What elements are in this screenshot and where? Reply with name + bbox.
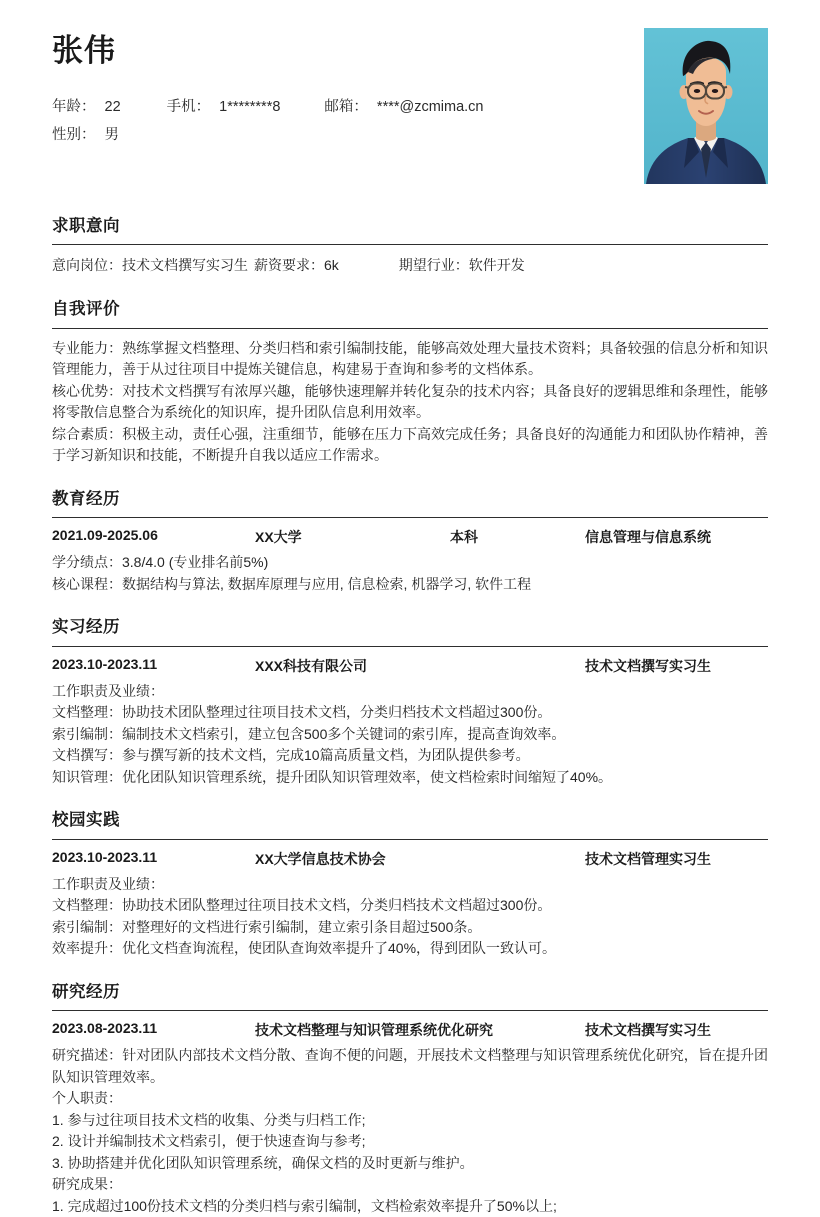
intent-industry-value: 软件开发 <box>468 257 525 274</box>
education-detail: 学分绩点：3.8/4.0 (专业排名前5%) <box>52 554 269 571</box>
section-internship <box>52 617 768 788</box>
candidate-name: 张伟 <box>52 33 116 68</box>
campus-duty: 效率提升：优化文档查询流程，使团队查询效率提升了40%，得到团队一致认可。 <box>52 940 557 957</box>
phone-label: 手机： <box>166 99 211 116</box>
education-detail: 核心课程：数据结构与算法, 数据库原理与应用, 信息检索, 机器学习, 软件工程 <box>52 575 532 592</box>
section-research <box>52 982 768 1217</box>
email-label: 邮箱： <box>324 99 368 116</box>
internship-duty: 索引编制：编制技术文档索引，建立包含500多个关键词的索引库，提高查询效率。 <box>52 725 566 742</box>
internship-duty: 文档整理：协助技术团队整理过往项目技术文档，分类归档技术文档超过300份。 <box>52 704 552 721</box>
campus-organization: XX大学信息技术协会 <box>255 850 386 867</box>
research-entry-header <box>52 1020 768 1042</box>
job-intent-row <box>52 254 768 277</box>
campus-date: 2023.10-2023.11 <box>52 848 158 865</box>
section-title-job-intent: 求职意向 <box>52 217 120 235</box>
section-divider <box>52 646 768 647</box>
internship-duty: 知识管理：优化团队知识管理系统，提升团队知识管理效率，使文档检索时间缩短了40%。 <box>52 768 613 785</box>
section-divider <box>52 839 768 840</box>
internship-date: 2023.10-2023.11 <box>52 655 158 672</box>
internship-role: 技术文档撰写实习生 <box>585 657 711 674</box>
email-field <box>324 94 483 120</box>
section-self-evaluation <box>52 299 768 466</box>
section-title-education: 教育经历 <box>52 489 120 508</box>
internship-duties-label: 工作职责及业绩： <box>52 682 164 699</box>
education-degree: 本科 <box>450 529 478 546</box>
resume-header <box>52 0 768 194</box>
email-value: ****@zcmima.cn <box>376 99 484 116</box>
education-major: 信息管理与信息系统 <box>585 529 711 546</box>
section-title-internship: 实习经历 <box>52 618 120 637</box>
research-responsibility: 3. 协助搭建并优化团队知识管理系统，确保文档的及时更新与维护。 <box>52 1154 474 1171</box>
campus-duties-label: 工作职责及业绩： <box>52 875 164 892</box>
campus-duty: 索引编制：对整理好的文档进行索引编制，建立索引条目超过500条。 <box>52 918 482 935</box>
internship-company: XXX科技有限公司 <box>255 657 368 674</box>
phone-field <box>167 94 281 120</box>
research-responsibility: 1. 参与过往项目技术文档的收集、分类与归档工作; <box>52 1111 366 1128</box>
education-date: 2021.09-2025.06 <box>52 527 158 544</box>
section-title-self-evaluation: 自我评价 <box>52 300 120 319</box>
gender-field <box>52 122 119 148</box>
intent-salary-label: 薪资要求： <box>254 257 324 274</box>
intent-industry-label: 期望行业： <box>398 257 469 274</box>
research-result: 1. 完成超过100份技术文档的分类归档与索引编制，文档检索效率提升了50%以上; <box>52 1197 557 1214</box>
education-school: XX大学 <box>255 529 302 546</box>
phone-value: 1********8 <box>219 99 281 116</box>
research-responsibility: 2. 设计并编制技术文档索引，便于快速查询与参考; <box>52 1133 366 1150</box>
research-project: 技术文档整理与知识管理系统优化研究 <box>255 1022 493 1039</box>
research-description: 研究描述：针对团队内部技术文档分散、查询不便的问题，开展技术文档整理与知识管理系统优化研究，旨在提升团队知识管理效率。 <box>52 1047 768 1085</box>
age-value: 22 <box>104 99 121 116</box>
section-job-intent <box>52 216 768 277</box>
internship-entry-header <box>52 656 768 678</box>
campus-entry-header <box>52 849 768 871</box>
section-divider <box>52 1010 768 1011</box>
self-eval-paragraph: 专业能力：熟练掌握文档整理、分类归档和索引编制技能，能够高效处理大量技术资料；具备较强的信息分析和知识管理能力，善于从过往项目中提炼关键信息，构建易于查询和参考的文档体系。 <box>52 339 768 378</box>
self-eval-paragraph: 综合素质：积极主动，责任心强，注重细节，能够在压力下高效完成任务；具备良好的沟通能力和团队协作精神，善于学习新知识和技能，不断提升自我以适应工作需求。 <box>52 425 768 464</box>
intent-position-value: 技术文档撰写实习生 <box>122 257 248 274</box>
section-title-research: 研究经历 <box>52 982 120 1001</box>
section-education <box>52 489 768 595</box>
research-date: 2023.08-2023.11 <box>52 1020 158 1037</box>
portrait-illustration <box>644 28 768 184</box>
research-role: 技术文档撰写实习生 <box>585 1022 711 1039</box>
section-divider <box>52 517 768 518</box>
candidate-photo <box>644 28 768 184</box>
section-title-campus-practice: 校园实践 <box>52 811 120 830</box>
education-entry-header <box>52 527 768 549</box>
intent-position-label: 意向岗位： <box>52 257 122 274</box>
internship-duty: 文档撰写：参与撰写新的技术文档，完成10篇高质量文档，为团队提供参考。 <box>52 747 530 764</box>
section-divider <box>52 328 768 329</box>
campus-duty: 文档整理：协助技术团队整理过往项目技术文档，分类归档技术文档超过300份。 <box>52 897 552 914</box>
gender-value: 男 <box>104 127 119 144</box>
research-responsibility-label: 个人职责： <box>52 1090 122 1107</box>
gender-label: 性别： <box>52 127 96 144</box>
age-label: 年龄： <box>52 99 96 116</box>
section-campus-practice <box>52 810 768 959</box>
campus-role: 技术文档管理实习生 <box>585 850 711 867</box>
research-results-label: 研究成果： <box>52 1176 122 1193</box>
self-eval-paragraph: 核心优势：对技术文档撰写有浓厚兴趣，能够快速理解并转化复杂的技术内容；具备良好的逻辑思维和条理性，能够将零散信息整合为系统化的知识库，提升团队信息利用效率。 <box>52 382 768 421</box>
intent-salary-value: 6k <box>324 257 339 274</box>
age-field <box>52 94 121 120</box>
resume-content <box>52 0 768 1217</box>
section-divider <box>52 244 768 245</box>
